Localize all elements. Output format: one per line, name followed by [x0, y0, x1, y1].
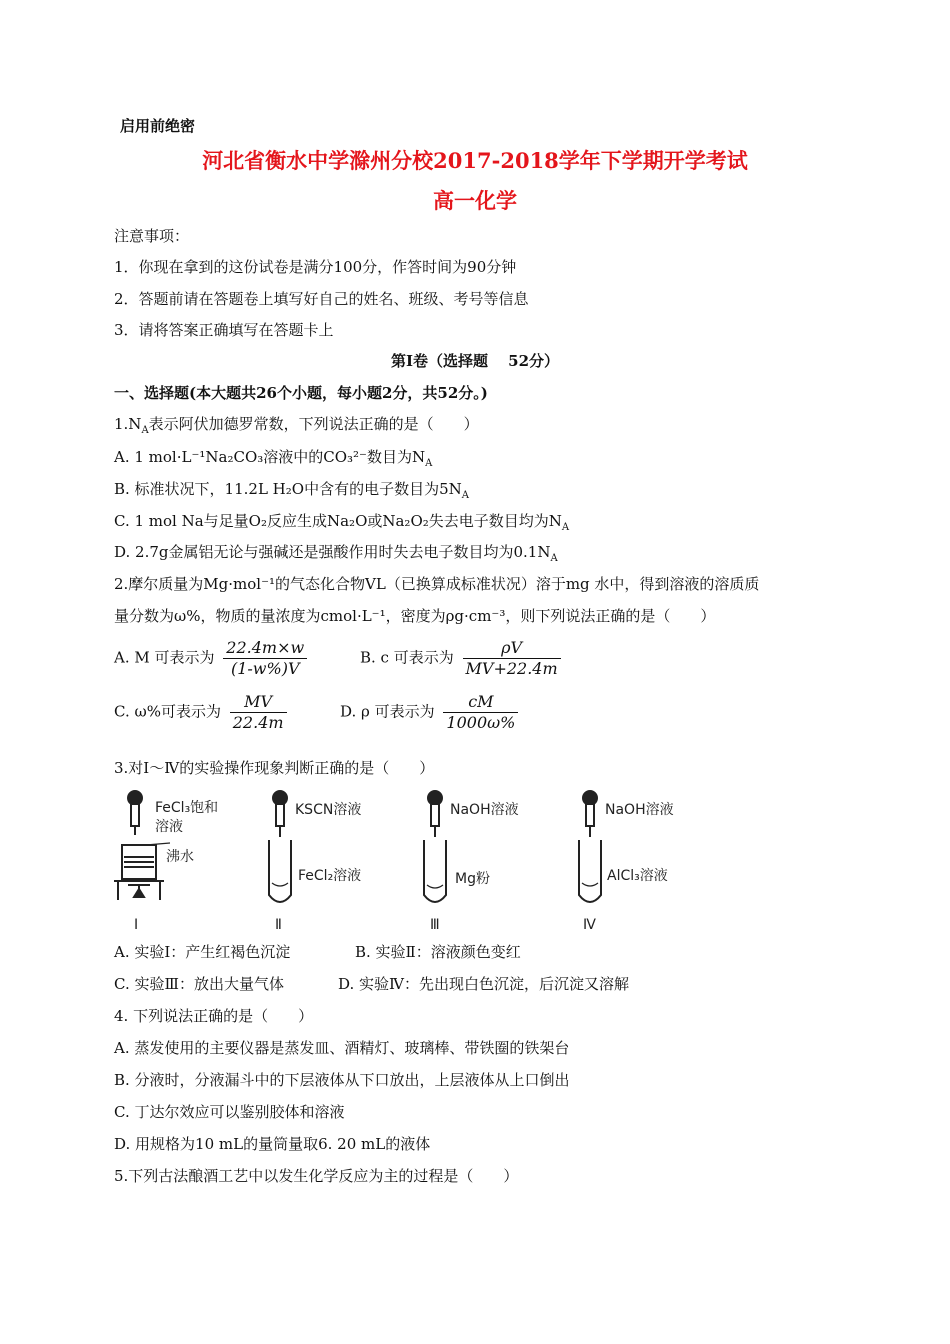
- question-3-option-b: B. 实验Ⅱ：溶液颜色变红: [355, 943, 521, 961]
- dropper-icon: [583, 791, 597, 837]
- question-2-option-a: A. M 可表示为 $\frac{22.4m\times w}{(1-w\%)V}$: [114, 638, 307, 679]
- question-1-option-d: D. 2.7g金属铝无论与强碱还是强酸作用时失去电子数目均为$0.1N_A$: [114, 543, 558, 564]
- notice-item: 3．请将答案正确填写在答题卡上: [114, 321, 334, 339]
- question-3-option-a: A. 实验Ⅰ：产生红褐色沉淀: [114, 943, 291, 961]
- experiment-figure: [110, 785, 710, 935]
- part-heading: 一、选择题(本大题共26个小题，每小题2分，共52分。): [114, 384, 488, 402]
- exam-title: 河北省衡水中学滁州分校2017-2018学年下学期开学考试: [202, 148, 748, 173]
- question-4-option-c: C. 丁达尔效应可以鉴别胶体和溶液: [114, 1103, 345, 1121]
- fraction-c: $\frac{MV}{22.4m}$: [230, 692, 287, 733]
- figure-label-i: Ⅰ: [134, 917, 139, 933]
- confidential-label: 启用前绝密: [120, 117, 196, 135]
- test-tube-icon: [579, 840, 601, 902]
- figure-i-reagent-line2: 溶液: [155, 819, 183, 835]
- question-3-option-c: C. 实验Ⅲ：放出大量气体: [114, 975, 284, 993]
- question-4-option-d: D. 用规格为10 mL的量筒量取6. 20 mL的液体: [114, 1135, 431, 1153]
- question-3-option-d: D. 实验Ⅳ：先出现白色沉淀，后沉淀又溶解: [338, 975, 630, 993]
- figure-iv-content: AlCl₃溶液: [607, 868, 668, 884]
- figure-ii-content: FeCl₂溶液: [298, 868, 362, 884]
- figure-label-ii: Ⅱ: [275, 917, 282, 933]
- question-1-stem: $1.N_A$表示阿伏加德罗常数，下列说法正确的是（ ）: [114, 415, 479, 436]
- figure-iii-content: Mg粉: [455, 871, 490, 887]
- dropper-icon: [273, 791, 287, 837]
- fraction-d: $\frac{cM}{1000\omega\%}$: [443, 692, 518, 733]
- test-tube-icon: [269, 840, 291, 902]
- figure-i-reagent-line1: FeCl₃饱和: [155, 800, 219, 816]
- question-3-stem: 3.对Ⅰ～Ⅳ的实验操作现象判断正确的是（ ）: [114, 759, 435, 777]
- notice-item: 1．你现在拿到的这份试卷是满分100分，作答时间为90分钟: [114, 258, 517, 276]
- dropper-icon: [428, 791, 442, 837]
- question-1-option-c: C. 1 mol Na与足量O₂反应生成Na₂O或Na₂O₂失去电子数目均为$N_A$: [114, 512, 570, 533]
- question-2-stem-line2: 量分数为ω%，物质的量浓度为cmol·L⁻¹，密度为ρg·cm⁻³，则下列说法正确的是（ ）: [114, 607, 716, 625]
- question-4-option-b: B. 分液时，分液漏斗中的下层液体从下口放出，上层液体从上口倒出: [114, 1071, 570, 1089]
- question-2-stem-line1: 2.摩尔质量为Mg·mol⁻¹的气态化合物VL（已换算成标准状况）溶于mg 水中，得到溶液的溶质质: [114, 575, 760, 593]
- notice-heading: 注意事项：: [114, 227, 190, 245]
- figure-label-iv: Ⅳ: [583, 917, 596, 933]
- exam-subtitle: 高一化学: [433, 188, 517, 213]
- figure-ii-reagent: KSCN溶液: [295, 802, 362, 818]
- figure-iii-reagent: NaOH溶液: [450, 802, 519, 818]
- notice-item: 2．答题前请在答题卷上填写好自己的姓名、班级、考号等信息: [114, 290, 529, 308]
- question-2-option-b: B. c 可表示为 $\frac{\rho V}{MV+22.4m}$: [360, 638, 561, 679]
- question-1-option-a: A. 1 mol·L⁻¹Na₂CO₃溶液中的CO₃²⁻数目为$N_A$: [114, 448, 433, 469]
- figure-i-water: 沸水: [166, 849, 194, 865]
- volume-heading: 第Ⅰ卷（选择题 52分）: [390, 352, 560, 370]
- question-5-stem: 5.下列古法酿酒工艺中以发生化学反应为主的过程是（ ）: [114, 1167, 519, 1185]
- test-tube-icon: [424, 840, 446, 902]
- question-4-stem: 4. 下列说法正确的是（ ）: [114, 1007, 314, 1025]
- figure-label-iii: Ⅲ: [430, 917, 440, 933]
- dropper-icon: [128, 791, 142, 835]
- beaker-icon: [114, 843, 170, 900]
- question-2-option-d: D. ρ 可表示为 $\frac{cM}{1000\omega\%}$: [340, 692, 518, 733]
- fraction-a: $\frac{22.4m\times w}{(1-w\%)V}$: [223, 638, 307, 679]
- figure-iv-reagent: NaOH溶液: [605, 802, 674, 818]
- question-4-option-a: A. 蒸发使用的主要仪器是蒸发皿、酒精灯、玻璃棒、带铁圈的铁架台: [114, 1039, 570, 1057]
- question-2-option-c: C. ω%可表示为 $\frac{MV}{22.4m}$: [114, 692, 287, 733]
- fraction-b: $\frac{\rho V}{MV+22.4m}$: [463, 638, 561, 679]
- question-1-option-b: B. 标准状况下，11.2L H₂O中含有的电子数目为$5N_A$: [114, 480, 469, 501]
